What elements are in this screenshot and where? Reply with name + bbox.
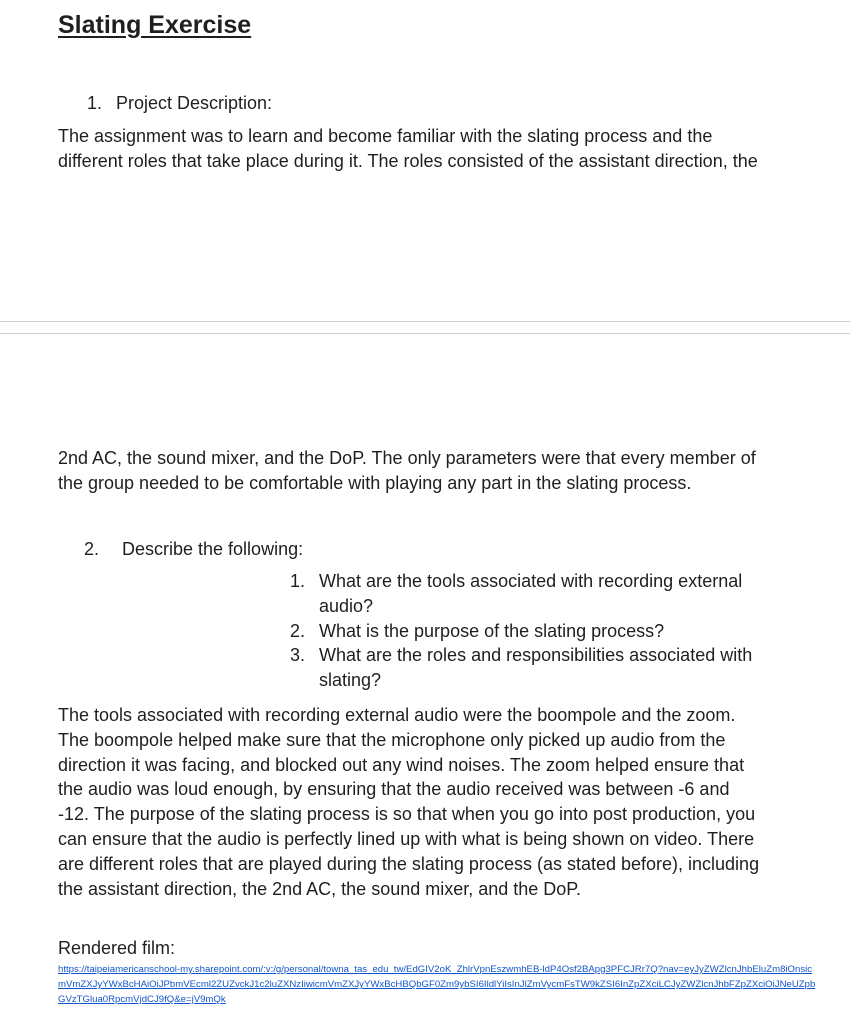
project-description-paragraph-part1 [58,124,758,174]
section-1-heading-text: Project Description: [116,93,273,113]
document-title: Slating Exercise [58,11,252,39]
question-number: 2. [290,620,306,641]
question-line: audio? [319,595,374,616]
section-1-number: 1. [87,93,103,113]
paragraph-line: the assistant direction, the 2nd AC, the sound mixer, and the DoP. [58,878,581,899]
paragraph-line: different roles that take place during it. The roles consisted of the assistant direction, the [58,150,758,171]
paragraph-line: The assignment was to learn and become familiar with the slating process and the [58,126,713,146]
questions-list [290,569,810,693]
question-line: What are the roles and responsibilities associated with [319,645,753,666]
question-number: 3. [290,645,306,666]
rendered-film-link[interactable]: https://taipeiamericanschool-my.sharepoint.com/:v:/g/personal/towna_tas_edu_tw/EdGIV2oK_ZhlrVpnEszwmhEB-ldP4Osf2BApg3PFCJRr7Q?nav=eyJyZWZlcnJhbEluZm8iOnsicmVmZXJyYWxBcHAiOiJPbmVEcml2ZUZvckJ1c2luZXNzIiwicmVmZXJyYWxBcHBQbGF0Zm9ybSI6IldlYiIsInJlZmVycmFsTW9kZSI6InZpZXciLCJyZWZlcnJhbFZpZXciOiJNeUZpbGVzTGlua0RpcmVjdCJ9fQ&e=jV9mQk [58,964,816,1005]
section-2-heading [84,537,303,562]
paragraph-line: the group needed to be comfortable with playing any part in the slating process. [58,472,692,493]
question-item [290,643,810,693]
paragraph-line: the audio was loud enough, by ensuring that the audio received was between -6 and [58,779,730,800]
rendered-film-label: Rendered film: [58,938,176,958]
paragraph-line: The boompole helped make sure that the microphone only picked up audio from the [58,729,726,750]
section-2-heading-text: Describe the following: [122,539,304,559]
section-2-number: 2. [84,539,100,559]
answer-paragraph [58,703,759,901]
section-1-heading [87,91,272,116]
question-item [290,569,810,619]
paragraph-line: are different roles that are played during the slating process (as stated before), including [58,853,760,874]
question-line: What is the purpose of the slating process? [319,620,665,641]
question-line: slating? [319,670,382,691]
question-number: 1. [290,571,306,591]
question-line: What are the tools associated with recording external [319,571,743,591]
paragraph-line: The tools associated with recording external audio were the boompole and the zoom. [58,705,736,725]
question-item [290,619,810,644]
paragraph-line: 2nd AC, the sound mixer, and the DoP. The only parameters were that every member of [58,448,756,468]
project-description-paragraph-part2 [58,446,756,496]
paragraph-line: can ensure that the audio is perfectly lined up with what is being shown on video. There [58,828,755,849]
paragraph-line: -12. The purpose of the slating process is so that when you go into post production, you [58,804,756,825]
page-break-divider [0,321,850,334]
paragraph-line: direction it was facing, and blocked out any wind noises. The zoom helped ensure that [58,754,745,775]
